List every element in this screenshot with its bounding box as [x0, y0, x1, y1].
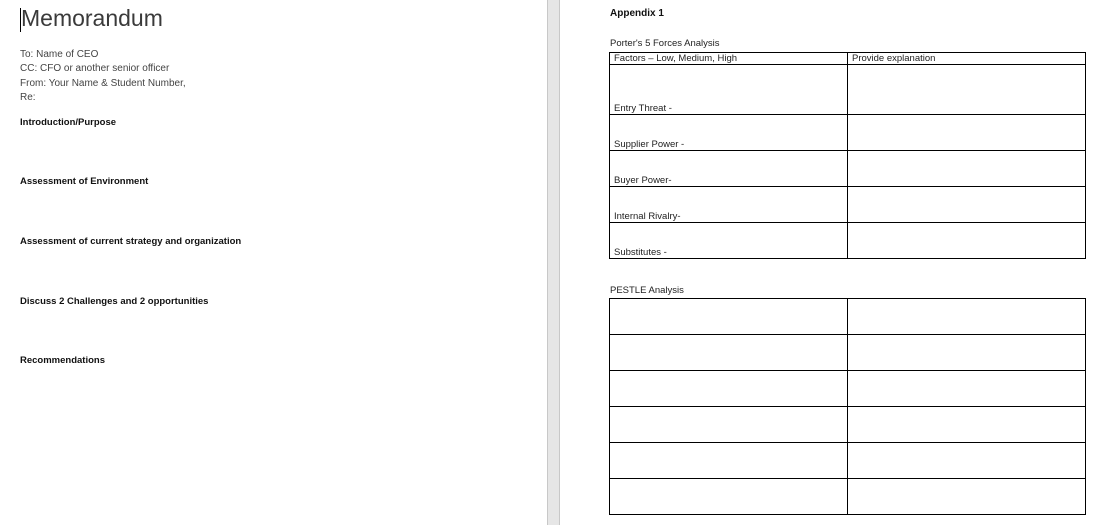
pestle-cell[interactable] — [848, 407, 1086, 443]
pestle-cell[interactable] — [848, 299, 1086, 335]
explanation-cell[interactable] — [848, 115, 1086, 151]
table-row — [610, 371, 1086, 407]
page-gutter — [547, 0, 560, 525]
factor-cell[interactable]: Entry Threat - — [610, 65, 848, 115]
pestle-cell[interactable] — [610, 479, 848, 515]
section-heading-strategy[interactable]: Assessment of current strategy and organization — [20, 236, 242, 247]
table-header-row — [610, 53, 1086, 65]
memo-page — [0, 0, 547, 525]
pestle-cell[interactable] — [610, 407, 848, 443]
pestle-cell[interactable] — [610, 371, 848, 407]
memo-re-line[interactable]: Re: — [20, 92, 36, 103]
factor-cell[interactable]: Buyer Power- — [610, 151, 848, 187]
table-row — [610, 335, 1086, 371]
pestle-cell[interactable] — [610, 335, 848, 371]
porter-table-caption[interactable]: Porter's 5 Forces Analysis — [610, 38, 720, 49]
memo-title[interactable]: Memorandum — [21, 5, 163, 31]
table-row — [610, 443, 1086, 479]
pestle-analysis-table — [609, 298, 1086, 515]
table-row — [610, 299, 1086, 335]
appendix-page — [560, 0, 1115, 525]
table-row — [610, 223, 1086, 259]
pestle-cell[interactable] — [848, 479, 1086, 515]
explanation-cell[interactable] — [848, 223, 1086, 259]
table-row — [610, 151, 1086, 187]
factor-cell[interactable]: Internal Rivalry- — [610, 187, 848, 223]
section-heading-introduction[interactable]: Introduction/Purpose — [20, 117, 117, 128]
porter-forces-table — [609, 52, 1086, 259]
section-heading-recommendations[interactable]: Recommendations — [20, 355, 105, 366]
section-heading-environment[interactable]: Assessment of Environment — [20, 176, 149, 187]
pestle-table-caption[interactable]: PESTLE Analysis — [610, 285, 684, 296]
table-header-cell[interactable]: Factors – Low, Medium, High — [610, 53, 848, 65]
section-heading-challenges[interactable]: Discuss 2 Challenges and 2 opportunities — [20, 296, 209, 307]
explanation-cell[interactable] — [848, 151, 1086, 187]
memo-from-line[interactable]: From: Your Name & Student Number, — [20, 78, 186, 89]
memo-to-line[interactable]: To: Name of CEO — [20, 49, 99, 60]
table-row — [610, 479, 1086, 515]
memo-cc-line[interactable]: CC: CFO or another senior officer — [20, 63, 170, 74]
pestle-cell[interactable] — [610, 443, 848, 479]
pestle-cell[interactable] — [848, 443, 1086, 479]
table-header-cell[interactable]: Provide explanation — [848, 53, 1086, 65]
table-row — [610, 115, 1086, 151]
appendix-title[interactable]: Appendix 1 — [610, 8, 664, 19]
pestle-cell[interactable] — [610, 299, 848, 335]
factor-cell[interactable]: Substitutes - — [610, 223, 848, 259]
factor-cell[interactable]: Supplier Power - — [610, 115, 848, 151]
table-row — [610, 187, 1086, 223]
table-row — [610, 407, 1086, 443]
pestle-cell[interactable] — [848, 371, 1086, 407]
pestle-cell[interactable] — [848, 335, 1086, 371]
table-row — [610, 65, 1086, 115]
explanation-cell[interactable] — [848, 65, 1086, 115]
explanation-cell[interactable] — [848, 187, 1086, 223]
